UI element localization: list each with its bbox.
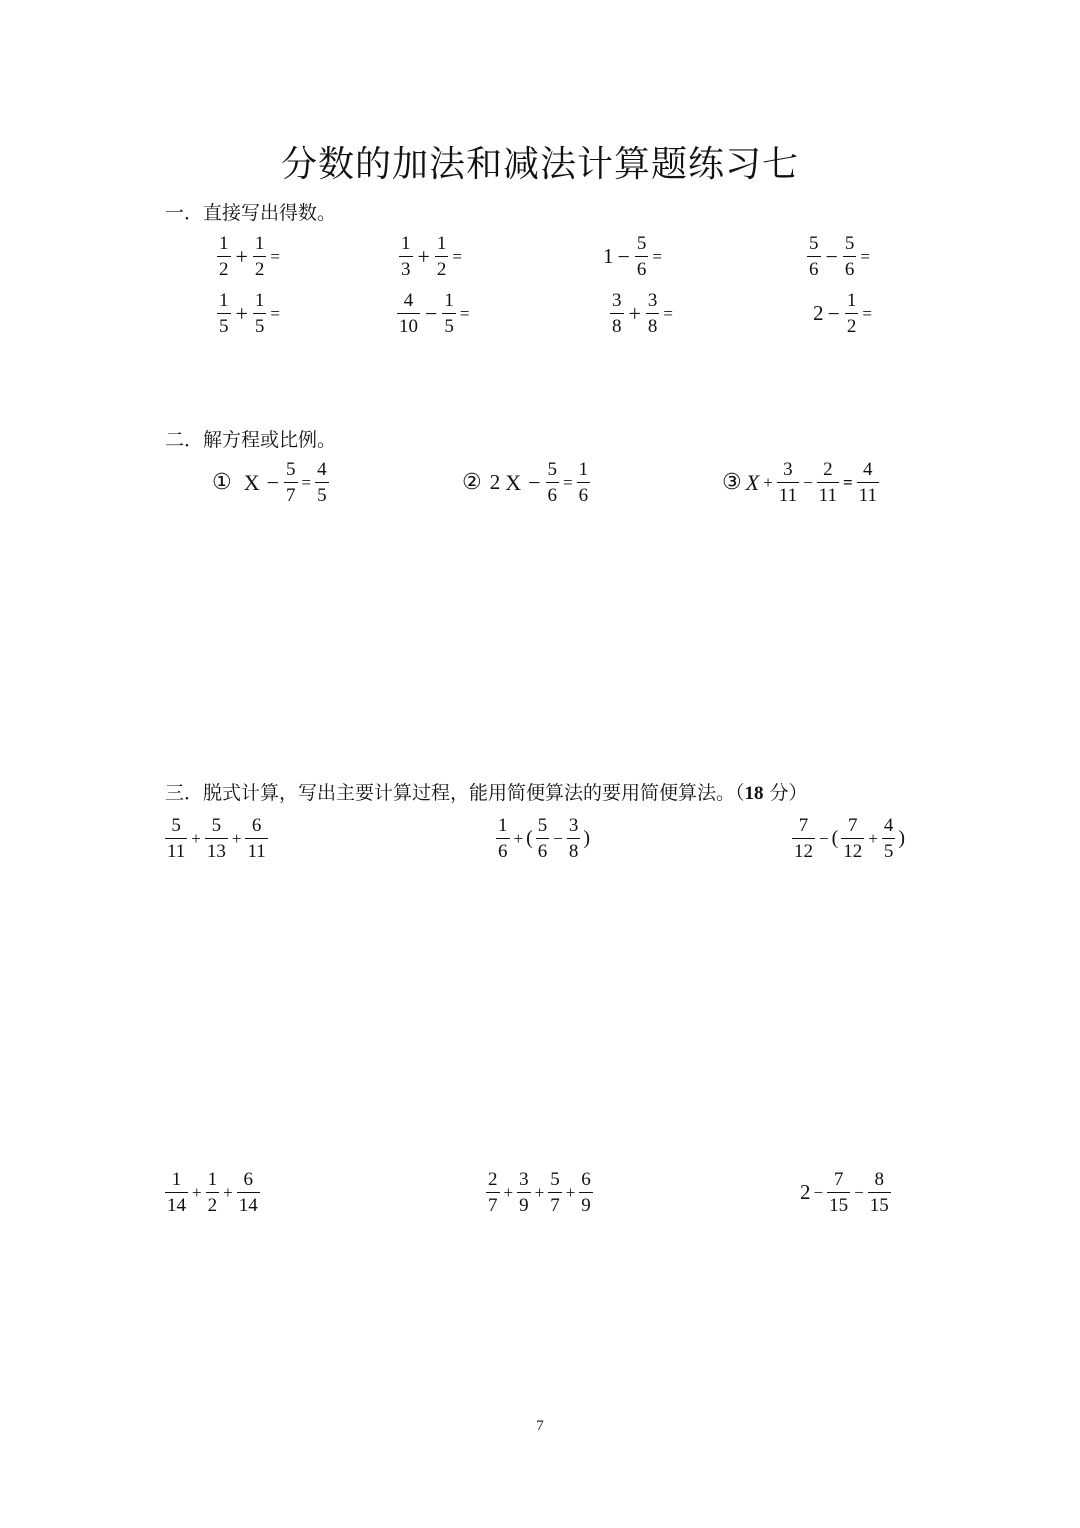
math-symbol: − (617, 243, 630, 269)
problem-4 (163, 1170, 262, 1215)
fraction (217, 234, 231, 279)
fraction (882, 816, 896, 861)
fraction (442, 291, 456, 336)
math-symbol: + (534, 1182, 545, 1202)
fraction (577, 460, 591, 505)
denominator: 9 (579, 1192, 593, 1215)
math-symbol: = (663, 303, 674, 323)
fraction (205, 816, 228, 861)
math-symbol: − (266, 469, 280, 495)
fraction (646, 291, 660, 336)
numerator: 1 (436, 233, 447, 254)
fraction (807, 234, 821, 279)
fraction (253, 234, 267, 279)
math-symbol: + (565, 1182, 576, 1202)
fraction (635, 234, 649, 279)
math-symbol: − (425, 300, 438, 326)
numerator: 1 (219, 290, 229, 311)
numerator: 5 (844, 233, 855, 254)
numerator: 7 (833, 1169, 844, 1190)
denominator: 6 (577, 482, 591, 505)
math-symbol: 1 (603, 244, 614, 268)
fraction (827, 1170, 850, 1215)
fraction (845, 291, 859, 336)
numerator: 1 (401, 233, 411, 254)
section-2-heading: 二．解方程或比例。 (165, 429, 337, 451)
section-1-heading: 一．直接写出得数。 (165, 202, 337, 224)
numerator: 5 (211, 815, 222, 836)
problem-5 (484, 1170, 595, 1215)
denominator: 2 (845, 313, 859, 336)
math-symbol: 2 (489, 470, 501, 494)
numerator: 1 (498, 815, 508, 836)
denominator: 6 (496, 838, 510, 861)
fraction (841, 816, 864, 861)
fraction (397, 291, 420, 336)
math-symbol: = (563, 472, 573, 492)
problem-1 (163, 816, 270, 861)
numerator: 1 (171, 1169, 182, 1190)
math-symbol: − (825, 243, 838, 269)
numerator: 3 (568, 815, 579, 836)
math-symbol: − (819, 828, 829, 848)
fraction (579, 1170, 593, 1215)
denominator: 11 (245, 838, 267, 861)
math-symbol: + (231, 828, 242, 848)
denominator: 7 (486, 1192, 500, 1215)
numerator: 2 (488, 1169, 498, 1190)
page-number: 7 (536, 1418, 544, 1434)
denominator: 12 (841, 838, 864, 861)
fraction (253, 291, 267, 336)
numerator: 1 (207, 1169, 218, 1190)
oral-item-6 (395, 291, 472, 336)
numerator: 1 (578, 459, 589, 480)
numerator: 3 (783, 459, 793, 480)
denominator: 7 (548, 1192, 562, 1215)
fraction (777, 460, 799, 505)
denominator: 2 (217, 256, 231, 279)
math-symbol: + (513, 828, 524, 848)
oral-item-1 (215, 234, 282, 279)
denominator: 11 (817, 482, 839, 505)
fraction (868, 1170, 891, 1215)
math-symbol: ③ (722, 470, 742, 495)
denominator: 11 (165, 838, 187, 861)
denominator: 10 (397, 313, 420, 336)
math-symbol: = (459, 303, 470, 323)
page-title: 分数的加法和减法计算题练习七 (280, 144, 799, 185)
fraction (315, 460, 329, 505)
math-symbol: + (763, 472, 773, 492)
numerator: 8 (874, 1169, 884, 1190)
numerator: 1 (254, 233, 265, 254)
fraction (517, 1170, 531, 1215)
math-symbol: + (223, 1182, 233, 1202)
problem-2 (494, 816, 591, 861)
math-symbol: X (505, 469, 522, 495)
denominator: 7 (284, 482, 298, 505)
denominator: 8 (567, 838, 581, 861)
denominator: 6 (546, 482, 560, 505)
numerator: 5 (537, 815, 548, 836)
math-symbol: ( (526, 827, 533, 849)
fraction (548, 1170, 562, 1215)
numerator: 7 (798, 815, 809, 836)
fraction (817, 460, 839, 505)
denominator: 3 (399, 256, 413, 279)
fraction (165, 816, 187, 861)
denominator: 8 (646, 313, 660, 336)
denominator: 6 (536, 838, 550, 861)
equation-2 (462, 460, 592, 505)
numerator: 4 (863, 459, 873, 480)
math-symbol: − (553, 828, 563, 848)
math-symbol: = (842, 472, 853, 492)
math-symbol: ① (212, 470, 232, 495)
math-symbol: ② (462, 470, 482, 495)
fraction (217, 291, 231, 336)
math-symbol: ) (898, 827, 906, 849)
numerator: 4 (883, 815, 894, 836)
fraction (610, 291, 624, 336)
math-symbol: = (452, 246, 463, 266)
denominator: 15 (827, 1192, 850, 1215)
math-symbol: − (827, 300, 840, 326)
numerator: 1 (219, 233, 229, 254)
denominator: 5 (882, 838, 896, 861)
math-symbol: + (868, 828, 878, 848)
oral-item-7 (608, 291, 675, 336)
math-symbol: − (813, 1182, 824, 1202)
math-symbol: + (503, 1182, 514, 1202)
denominator: 6 (635, 256, 649, 279)
math-symbol: + (417, 243, 430, 269)
denominator: 5 (442, 313, 456, 336)
denominator: 2 (253, 256, 267, 279)
math-symbol: = (652, 246, 663, 266)
numerator: 5 (809, 233, 819, 254)
heading-text: 三．脱式计算，写出主要计算过程，能用简便算法的要用简便算法。（ (165, 782, 745, 804)
math-symbol: = (301, 472, 312, 492)
fraction (546, 460, 560, 505)
math-symbol: − (803, 472, 813, 492)
math-symbol: + (192, 1182, 202, 1202)
denominator: 9 (517, 1192, 531, 1215)
fraction (206, 1170, 220, 1215)
oral-item-4 (805, 234, 872, 279)
numerator: 4 (317, 459, 327, 480)
math-symbol: X (745, 469, 760, 495)
numerator: 5 (547, 459, 558, 480)
math-symbol: = (270, 246, 281, 266)
math-symbol: 2 (800, 1180, 811, 1204)
numerator: 1 (444, 290, 454, 311)
math-symbol: X (243, 469, 260, 495)
denominator: 6 (843, 256, 857, 279)
numerator: 1 (846, 290, 857, 311)
heading-text: 18 (744, 783, 764, 804)
math-symbol: + (628, 300, 641, 326)
numerator: 2 (823, 459, 833, 480)
denominator: 6 (807, 256, 821, 279)
denominator: 5 (253, 313, 267, 336)
math-symbol: + (235, 243, 248, 269)
fraction (567, 816, 581, 861)
numerator: 6 (251, 815, 262, 836)
oral-item-3 (603, 234, 664, 279)
fraction (245, 816, 267, 861)
numerator: 1 (254, 290, 265, 311)
fraction (536, 816, 550, 861)
fraction (486, 1170, 500, 1215)
problem-3 (790, 816, 906, 861)
denominator: 11 (777, 482, 799, 505)
oral-item-2 (397, 234, 464, 279)
oral-item-5 (215, 291, 282, 336)
denominator: 15 (868, 1192, 891, 1215)
fraction (792, 816, 815, 861)
math-symbol: − (528, 469, 541, 495)
fraction (843, 234, 857, 279)
math-symbol: − (854, 1182, 864, 1202)
numerator: 3 (519, 1169, 529, 1190)
denominator: 13 (205, 838, 228, 861)
denominator: 2 (206, 1192, 220, 1215)
equation-1 (212, 460, 331, 505)
fraction (496, 816, 510, 861)
fraction (399, 234, 413, 279)
fraction (237, 1170, 260, 1215)
math-symbol: = (270, 303, 281, 323)
denominator: 5 (315, 482, 329, 505)
math-symbol: ( (831, 827, 839, 849)
oral-item-8 (813, 291, 874, 336)
denominator: 14 (165, 1192, 188, 1215)
fraction (857, 460, 879, 505)
numerator: 3 (612, 290, 622, 311)
problem-6 (800, 1170, 893, 1215)
math-symbol: = (860, 246, 871, 266)
fraction (284, 460, 298, 505)
fraction (165, 1170, 188, 1215)
fraction (435, 234, 449, 279)
math-symbol: + (235, 300, 248, 326)
numerator: 5 (550, 1169, 560, 1190)
numerator: 6 (581, 1169, 591, 1190)
numerator: 3 (647, 290, 658, 311)
heading-text: 分） (763, 782, 808, 804)
numerator: 6 (243, 1169, 253, 1190)
numerator: 5 (636, 233, 647, 254)
math-symbol: ) (583, 827, 591, 849)
numerator: 5 (171, 815, 181, 836)
denominator: 2 (435, 256, 449, 279)
denominator: 14 (237, 1192, 260, 1215)
numerator: 4 (403, 290, 414, 311)
denominator: 8 (610, 313, 624, 336)
denominator: 12 (792, 838, 815, 861)
numerator: 5 (286, 459, 296, 480)
denominator: 11 (857, 482, 879, 505)
section-3-heading (165, 778, 808, 805)
numerator: 7 (848, 815, 858, 836)
denominator: 5 (217, 313, 231, 336)
equation-3 (722, 460, 881, 505)
math-symbol: + (191, 828, 201, 848)
math-symbol: 2 (813, 301, 824, 325)
math-symbol: = (862, 303, 873, 323)
